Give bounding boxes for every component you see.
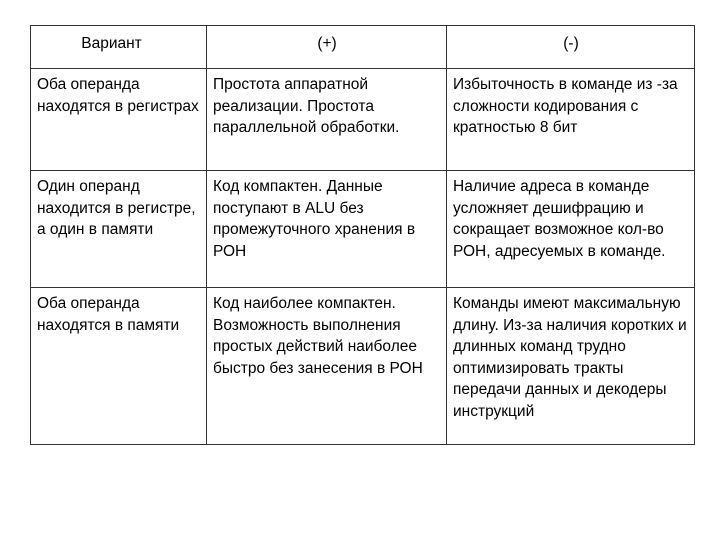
table-row (31, 69, 695, 171)
header-plus: (+) (207, 26, 447, 69)
cell-minus: Избыточность в команде из -за сложности кодирования с кратностью 8 бит (447, 69, 695, 171)
comparison-table (30, 25, 695, 445)
table-row (31, 171, 695, 288)
cell-variant: Один операнд находится в регистре, а один в памяти (31, 171, 207, 288)
table-body (31, 69, 695, 445)
cell-plus: Код компактен. Данные поступают в ALU без промежуточного хранения в РОН (207, 171, 447, 288)
cell-minus: Команды имеют максимальную длину. Из-за наличия коротких и длинных команд трудно оптимизировать тракты передачи данных и декодеры инструкций (447, 288, 695, 445)
header-row (31, 26, 695, 69)
cell-variant: Оба операнда находятся в памяти (31, 288, 207, 445)
cell-variant: Оба операнда находятся в регистрах (31, 69, 207, 171)
cell-minus: Наличие адреса в команде усложняет дешифрацию и сокращает возможное кол-во РОН, адресуемых в команде. (447, 171, 695, 288)
header-minus: (-) (447, 26, 695, 69)
table-row (31, 288, 695, 445)
table-header (31, 26, 695, 69)
cell-plus: Код наиболее компактен. Возможность выполнения простых действий наиболее быстро без занесения в РОН (207, 288, 447, 445)
cell-plus: Простота аппаратной реализации. Простота параллельной обработки. (207, 69, 447, 171)
header-variant: Вариант (31, 26, 207, 69)
